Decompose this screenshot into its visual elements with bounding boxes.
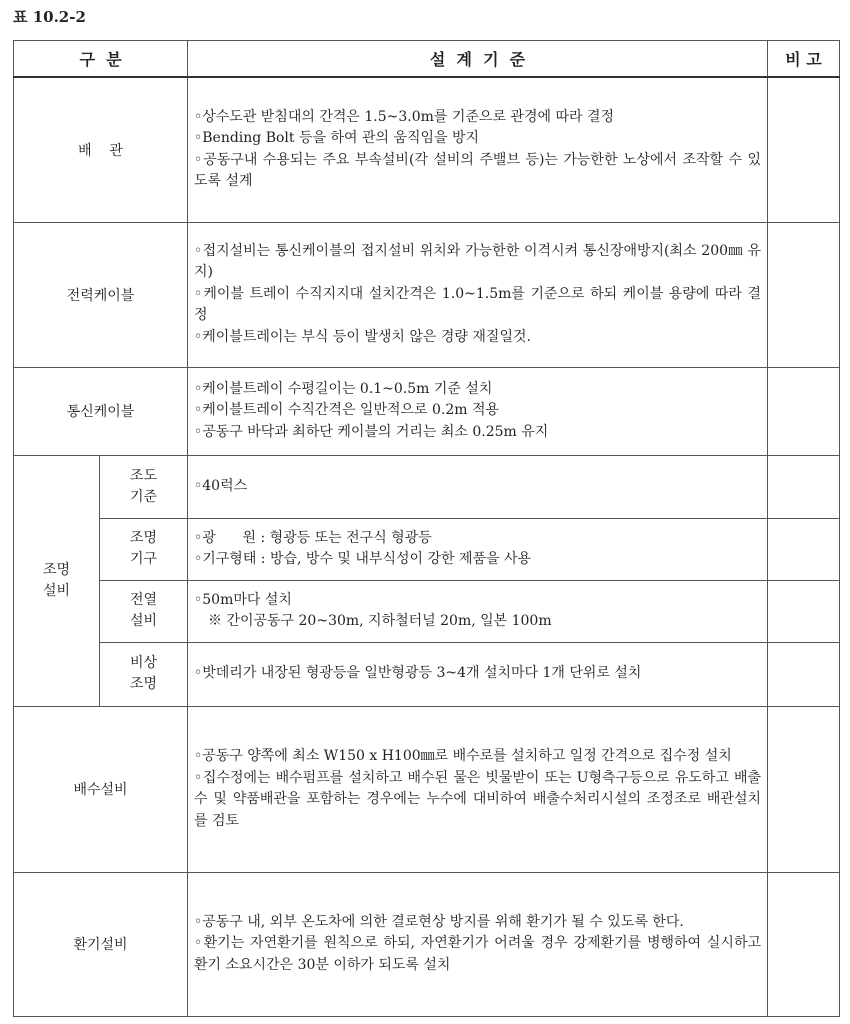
remark-power-cable <box>768 222 840 367</box>
remark-illuminance <box>768 455 840 518</box>
criteria-piping <box>188 77 768 222</box>
row-piping <box>14 77 840 222</box>
criteria-line: ◦40럭스 <box>194 477 248 494</box>
table-header-row <box>14 41 840 78</box>
header-criteria: 설 계 기 준 <box>188 41 768 78</box>
criteria-line: ◦밧데리가 내장된 형광등을 일반형광등 3~4개 설치마다 1개 단위로 설치 <box>194 665 642 682</box>
row-lighting-fixture <box>14 518 840 580</box>
criteria-line: ◦케이블트레이는 부식 등이 발생치 않은 경량 재질일것. <box>194 328 531 345</box>
criteria-note: ※ 간이공동구 20~30m, 지하철터널 20m, 일본 100m <box>208 613 552 629</box>
criteria-line: ◦공동구 바닥과 최하단 케이블의 거리는 최소 0.25m 유지 <box>194 423 549 440</box>
remark-ventilation <box>768 872 840 1016</box>
criteria-comm-cable <box>188 367 768 455</box>
design-criteria-table <box>13 40 840 1017</box>
remark-piping <box>768 77 840 222</box>
criteria-line: ◦케이블 트레이 수직지지대 설치간격은 1.0~1.5m를 기준으로 하되 케이블 용량에 따라 결정 <box>194 285 761 324</box>
criteria-line: ◦기구형태 : 방습, 방수 및 내부식성이 강한 제품을 사용 <box>194 551 532 567</box>
criteria-illuminance <box>188 455 768 518</box>
criteria-drainage <box>188 706 768 872</box>
header-remarks: 비 고 <box>768 41 840 78</box>
category-drainage: 배수설비 <box>14 706 188 872</box>
criteria-line: ◦광 원 : 형광등 또는 전구식 형광등 <box>194 529 432 546</box>
criteria-line: ◦케이블트레이 수평길이는 0.1~0.5m 기준 설치 <box>194 380 493 397</box>
row-lighting-heat <box>14 580 840 642</box>
criteria-line: ◦상수도관 받침대의 간격은 1.5~3.0m를 기준으로 관경에 따라 결정 <box>194 108 614 125</box>
criteria-line: ◦케이블트레이 수직간격은 일반적으로 0.2m 적용 <box>194 402 500 419</box>
criteria-fixture <box>188 518 768 580</box>
table-caption: 표 10.2-2 <box>13 8 86 26</box>
subcategory-illuminance: 조도 기준 <box>100 455 188 518</box>
criteria-line: ◦Bending Bolt 등을 하여 관의 움직임을 방지 <box>194 130 480 147</box>
criteria-line: ◦공동구 양쪽에 최소 W150 x H100㎜로 배수로를 설치하고 일정 간격으로 집수정 설치 <box>194 748 732 764</box>
subcategory-heat: 전열 설비 <box>100 580 188 642</box>
subcategory-fixture: 조명 기구 <box>100 518 188 580</box>
criteria-line: ◦환기는 자연환기를 원칙으로 하되, 자연환기가 어려울 경우 강제환기를 병행하여 실시하고 환기 소요시간은 30분 이하가 되도록 설치 <box>194 935 761 973</box>
remark-comm-cable <box>768 367 840 455</box>
criteria-line: ◦공동구 내, 외부 온도차에 의한 결로현상 방지를 위해 환기가 될 수 있도록 한다. <box>194 913 684 930</box>
row-comm-cable <box>14 367 840 455</box>
criteria-emergency <box>188 642 768 706</box>
criteria-power-cable <box>188 222 768 367</box>
row-lighting-emergency <box>14 642 840 706</box>
row-ventilation <box>14 872 840 1016</box>
header-category: 구 분 <box>14 41 188 78</box>
criteria-line: ◦공동구내 수용되는 주요 부속설비(각 설비의 주밸브 등)는 가능한한 노상에서 조작할 수 있도록 설계 <box>194 151 761 190</box>
category-lighting: 조명 설비 <box>14 455 100 706</box>
category-ventilation: 환기설비 <box>14 872 188 1016</box>
row-lighting-illuminance <box>14 455 840 518</box>
criteria-line: ◦접지설비는 통신케이블의 접지설비 위치와 가능한한 이격시켜 통신장애방지(최소 200㎜ 유지) <box>194 242 761 281</box>
subcategory-emergency: 비상 조명 <box>100 642 188 706</box>
remark-fixture <box>768 518 840 580</box>
category-comm-cable: 통신케이블 <box>14 367 188 455</box>
criteria-line: ◦50m마다 설치 <box>194 591 292 608</box>
criteria-heat <box>188 580 768 642</box>
row-power-cable <box>14 222 840 367</box>
remark-emergency <box>768 642 840 706</box>
row-drainage <box>14 706 840 872</box>
criteria-line: ◦집수정에는 배수펌프를 설치하고 배수된 물은 빗물받이 또는 U형측구등으로 유도하고 배출수 및 약품배관을 포함하는 경우에는 누수에 대비하여 배출수처리시설의 조정조로 배관설치를 검토 <box>194 769 761 829</box>
category-piping: 배 관 <box>14 77 188 222</box>
remark-drainage <box>768 706 840 872</box>
criteria-ventilation <box>188 872 768 1016</box>
category-power-cable: 전력케이블 <box>14 222 188 367</box>
remark-heat <box>768 580 840 642</box>
